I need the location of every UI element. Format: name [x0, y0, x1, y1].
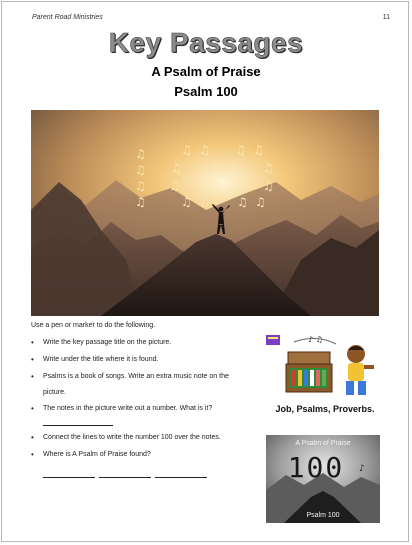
music-note-icon: ♫ [135, 179, 146, 193]
music-note-icon: ♫ [135, 195, 146, 209]
music-note-icon: ♫ [171, 161, 182, 175]
answer-blank[interactable] [99, 469, 151, 478]
music-note-icon: ♫ [253, 143, 264, 157]
hero-image [31, 110, 379, 316]
svg-text:♪ ♫: ♪ ♫ [308, 335, 323, 344]
list-item: • The notes in the picture write out a number. What is it? [31, 404, 213, 413]
passage-subtitle: A Psalm of Praise [151, 64, 261, 79]
music-note-icon: ♫ [199, 143, 210, 157]
music-note-icon: ♫ [255, 195, 266, 209]
list-item: • Write under the title where it is found. [31, 355, 159, 364]
music-note-icon: ♫ [135, 163, 146, 177]
answer-blank[interactable] [43, 469, 95, 478]
bullet-icon: • [31, 338, 34, 347]
music-note-icon: ♫ [227, 179, 238, 193]
bullet-icon: • [31, 450, 34, 459]
answer-blank[interactable] [43, 417, 113, 426]
preview-reference: Psalm 100 [306, 512, 340, 519]
page-title: Key Passages [108, 27, 304, 58]
music-note-icon: ♫ [237, 195, 248, 209]
music-note-icon: ♫ [209, 179, 220, 193]
answer-blank[interactable] [155, 469, 207, 478]
music-note-icon: ♫ [181, 195, 192, 209]
bullet-icon: • [31, 433, 34, 442]
preview-number: 100 [287, 451, 345, 484]
music-note-icon: ♫ [263, 161, 274, 175]
list-item: • Where is A Psalm of Praise found? [31, 450, 151, 459]
music-note-icon: ♫ [169, 179, 180, 193]
music-note-icon: ♫ [199, 195, 210, 209]
bullet-icon: • [31, 404, 34, 413]
bullet-icon: • [31, 372, 34, 381]
answer-line-row [31, 416, 261, 426]
instructions-intro: Use a pen or marker to do the following. [31, 322, 156, 329]
list-item: • Connect the lines to write the number 100 over the notes. [31, 433, 221, 442]
music-note-icon: ♫ [135, 147, 146, 161]
answer-line-row [31, 468, 261, 478]
example-image [266, 435, 380, 523]
music-note-icon: ♪ [359, 464, 365, 474]
preview-title: A Psalm of Praise [295, 440, 351, 447]
music-note-icon: ♫ [263, 179, 274, 193]
music-note-icon: ♫ [235, 143, 246, 157]
ministry-name: Parent Road Ministries [32, 14, 103, 21]
list-item: • Write the key passage title on the picture. [31, 338, 172, 347]
list-item: • Psalms is a book of songs. Write an extra music note on the picture. [31, 372, 229, 396]
page-number: 11 [382, 14, 390, 21]
bible-books-icon [264, 332, 382, 402]
instructions-list [31, 338, 261, 478]
books-caption: Job, Psalms, Proverbs. [275, 404, 375, 414]
music-note-icon: ♫ [209, 161, 220, 175]
music-note-icon: ♫ [227, 161, 238, 175]
passage-reference: Psalm 100 [174, 84, 238, 99]
bullet-icon: • [31, 355, 34, 364]
music-note-icon: ♫ [181, 143, 192, 157]
